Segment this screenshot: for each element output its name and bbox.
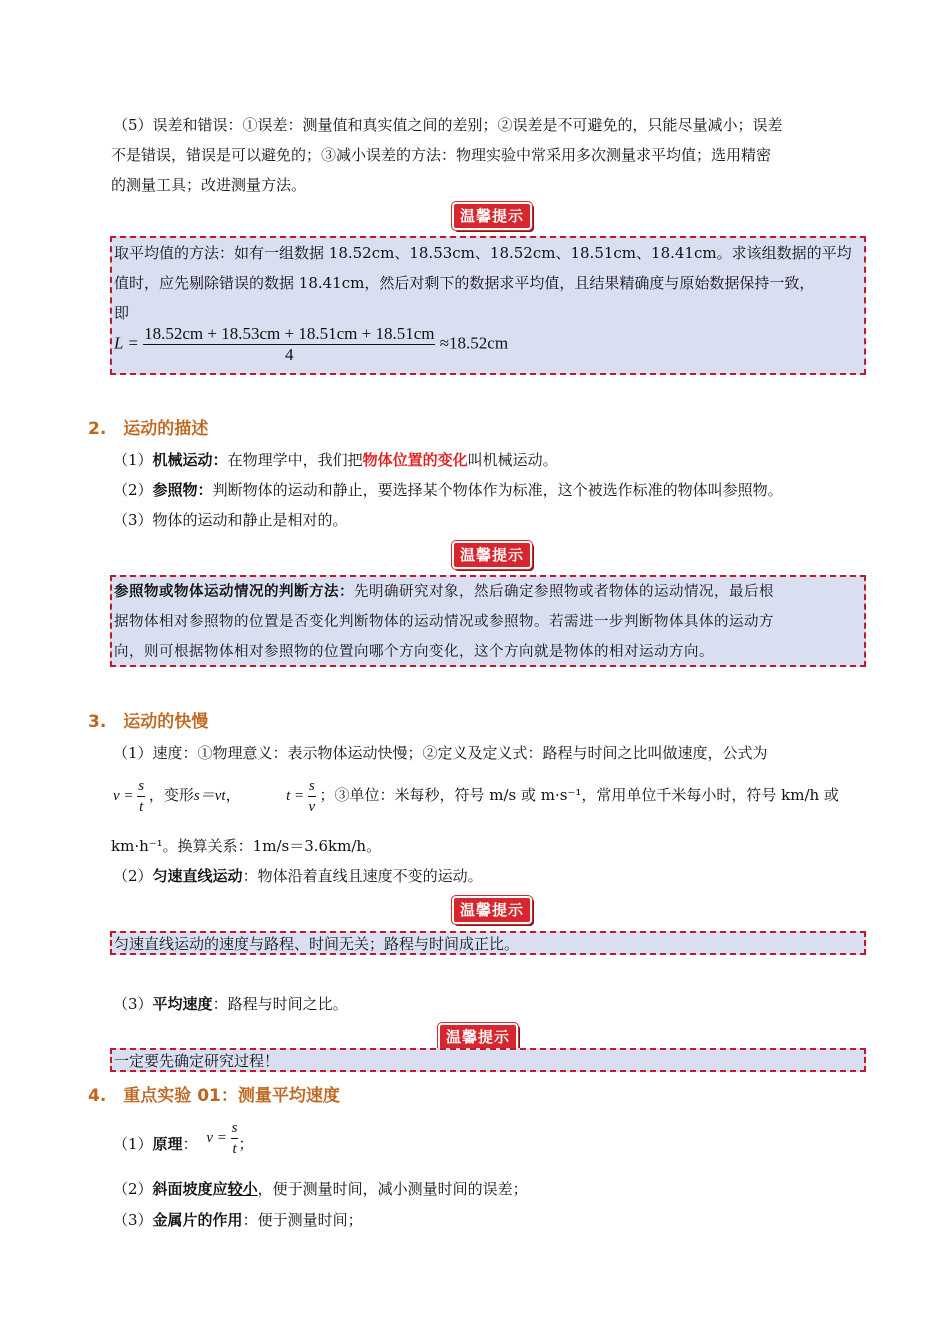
time-fraction: $\frac{s}{v}$ [308, 778, 316, 815]
tip-box-process: 一定要先确定研究过程！ [110, 1048, 866, 1072]
tip2-line-2: 据物体相对参照物的位置是否变化判断物体的运动情况或参照物。若需进一步判断物体具体的运动方 [114, 614, 774, 630]
speed-conversion-line: km·h⁻¹。换算关系：1m/s＝3.6km/h。 [111, 837, 382, 855]
average-formula [114, 324, 862, 365]
position-change-highlight: 物体位置的变化 [362, 451, 468, 469]
uniform-motion-line: （2）匀速直线运动：物体沿着直线且速度不变的运动。 [113, 867, 483, 885]
speed-fraction: $\frac{s}{t}$ [138, 778, 145, 815]
principle-line: （1）原理： v = $\frac{s}{t}$ ； [113, 1120, 254, 1157]
error-line-3: 的测量工具；改进测量方法。 [111, 176, 307, 194]
tip-box-uniform: 匀速直线运动的速度与路程、时间无关；路程与时间成正比。 [110, 931, 866, 955]
tip-box-average [110, 236, 866, 375]
formula-fraction [143, 324, 435, 365]
relative-motion-line: （3）物体的运动和静止是相对的。 [113, 511, 348, 529]
tip2-line-1: 参照物或物体运动情况的判断方法：先明确研究对象，然后确定参照物或者物体的运动情况，最后根 [114, 583, 774, 600]
mechanical-motion-term: 机械运动： [152, 451, 228, 469]
tip-badge: 温馨提示 [452, 541, 532, 569]
error-paragraph [113, 110, 873, 200]
tip-badge: 温馨提示 [438, 1023, 518, 1051]
section-4-heading: 4. 重点实验 01：测量平均速度 [88, 1086, 340, 1106]
metal-sheet-line: （3）金属片的作用：便于测量时间； [113, 1211, 363, 1229]
speed-formula-line: v = $\frac{s}{t}$ ，变形s＝vt， t = $\frac{s}{v}$ ；③单位：米每秒，符号 m/s 或 m·s⁻¹，常用单位千米每小时，符号 km/h 或 [113, 778, 839, 815]
error-line-2: 不是错误，错误是可以避免的；③减小误差的方法：物理实验中常采用多次测量求平均值；选用精密 [111, 146, 772, 164]
speed-line-1: （1）速度：①物理意义：表示物体运动快慢；②定义及定义式：路程与时间之比叫做速度，公式为 [113, 744, 768, 762]
section-2-heading: 2. 运动的描述 [88, 419, 209, 439]
tip1-line-2: 值时，应先剔除错误的数据 18.41cm，然后对剩下的数据求平均值，且结果精确度与原始数据保持一致， [114, 274, 815, 292]
formula-denominator: 4 [285, 345, 294, 364]
mechanical-motion-line: （1）机械运动：在物理学中，我们把物体位置的变化叫机械运动。 [113, 451, 558, 469]
average-speed-line: （3）平均速度：路程与时间之比。 [113, 995, 348, 1013]
error-line-1: （5）误差和错误：①误差：测量值和真实值之间的差别；②误差是不可避免的，只能尽量减小；误差 [113, 116, 783, 134]
small-slope-underlined: 较小 [227, 1180, 258, 1198]
formula-lhs: L = [114, 333, 139, 353]
section-3-heading: 3. 运动的快慢 [88, 712, 209, 732]
formula-rhs: ≈18.52cm [439, 333, 509, 353]
section-2-body [113, 445, 873, 535]
principle-fraction: $\frac{s}{t}$ [231, 1120, 238, 1157]
slope-term: 斜面坡度应 [152, 1180, 228, 1198]
average-speed-term: 平均速度 [152, 995, 213, 1013]
uniform-motion-term: 匀速直线运动 [152, 867, 243, 885]
reference-object-term: 参照物： [152, 481, 213, 499]
slope-line: （2）斜面坡度应较小，便于测量时间，减小测量时间的误差； [113, 1180, 528, 1198]
tip-box-reference [110, 575, 866, 667]
tip2-line-3: 向，则可根据物体相对参照物的位置向哪个方向变化，这个方向就是物体的相对运动方向。 [114, 644, 714, 660]
reference-object-line: （2）参照物：判断物体的运动和静止，要选择某个物体作为标准，这个被选作标准的物体叫参照物。 [113, 481, 783, 499]
tip1-line-3: 即 [114, 304, 130, 322]
metal-sheet-term: 金属片的作用 [152, 1211, 243, 1229]
principle-term: 原理 [152, 1135, 183, 1153]
tip1-line-1: 取平均值的方法：如有一组数据 18.52cm、18.53cm、18.52cm、18.51cm、18.41cm。求该组数据的平均 [114, 244, 852, 262]
tip-badge: 温馨提示 [452, 202, 532, 230]
formula-numerator: 18.52cm + 18.53cm + 18.51cm + 18.51cm [144, 324, 435, 343]
tip-badge: 温馨提示 [452, 896, 532, 924]
